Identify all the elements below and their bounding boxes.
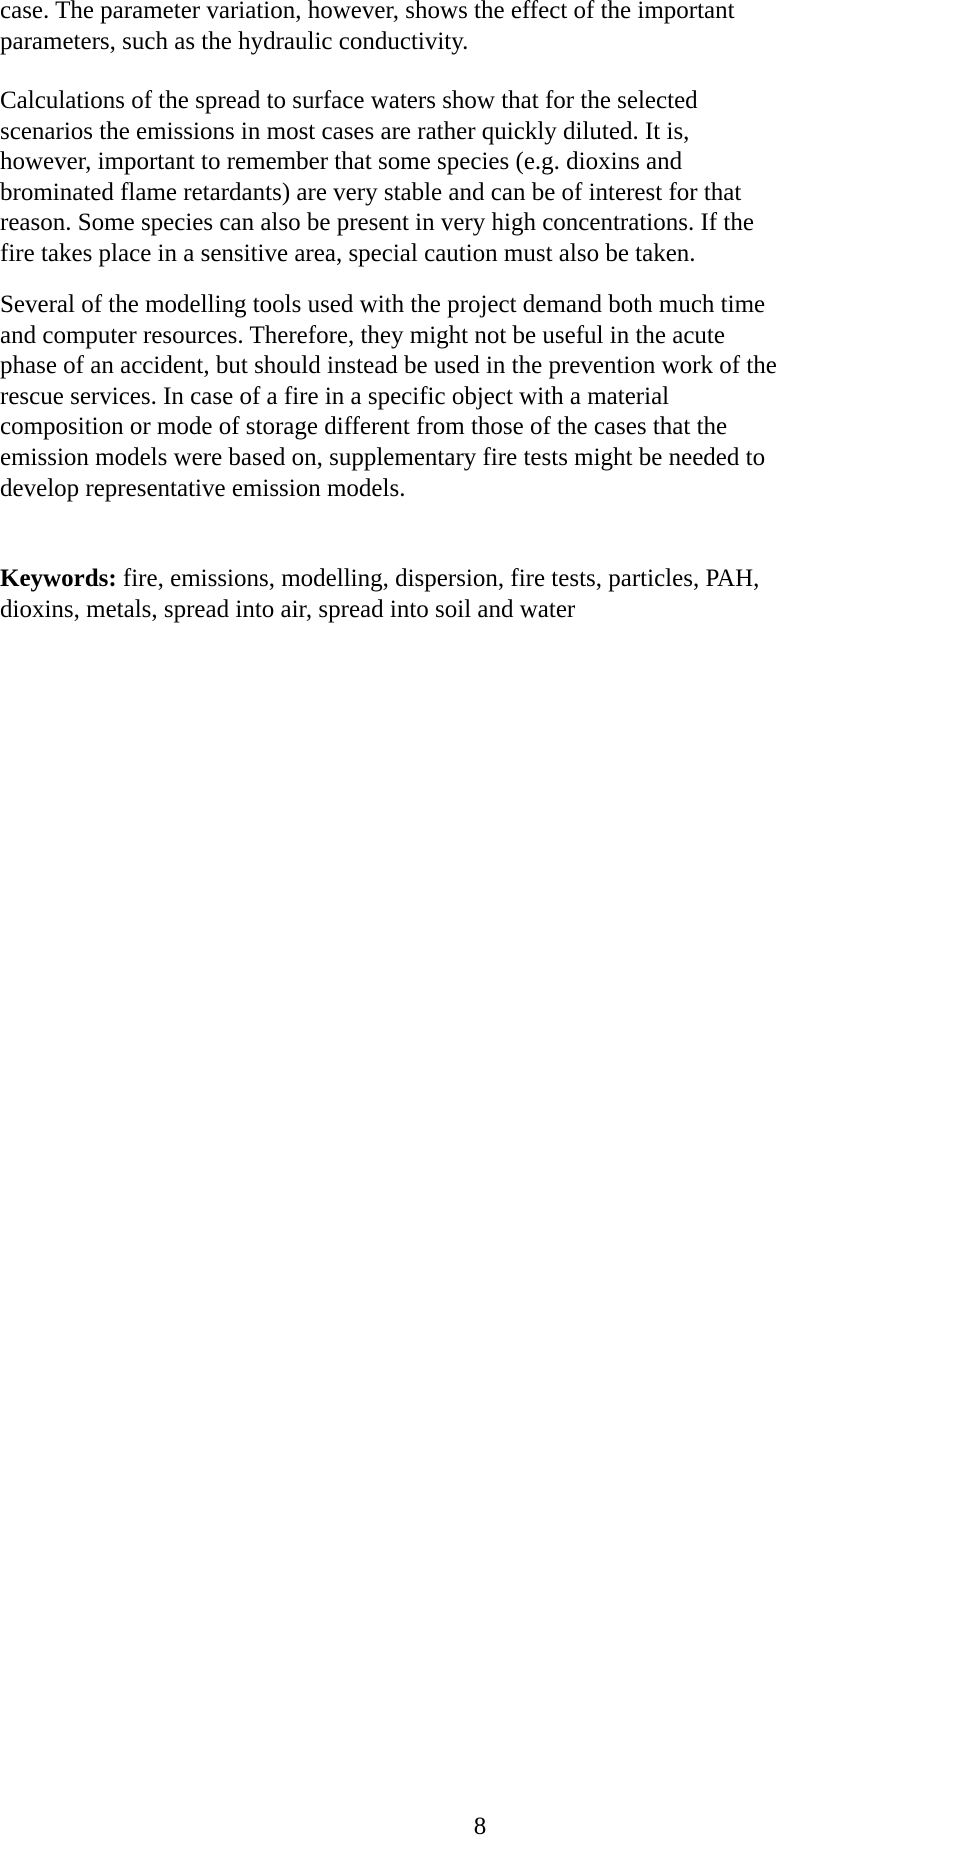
text-line: parameters, such as the hydraulic conductivity.: [0, 27, 469, 55]
text-line: reason. Some species can also be present in very high concentrations. If the: [0, 209, 754, 237]
keywords-list-part-2: dioxins, metals, spread into air, spread into soil and water: [0, 595, 576, 623]
text-line: however, important to remember that some species (e.g. dioxins and: [0, 148, 683, 176]
text-line: case. The parameter variation, however, shows the effect of the important: [0, 0, 735, 24]
keywords-list-part-1: fire, emissions, modelling, dispersion, fire tests, particles, PAH,: [116, 565, 760, 592]
paragraph-modelling-tools: [0, 290, 955, 504]
text-line: brominated flame retardants) are very stable and can be of interest for that: [0, 178, 742, 206]
paragraph-surface-waters: [0, 86, 955, 270]
paragraph-parameter-variation: [0, 0, 955, 57]
text-line: phase of an accident, but should instead be used in the prevention work of the: [0, 352, 777, 380]
text-line: and computer resources. Therefore, they might not be useful in the acute: [0, 321, 725, 349]
text-line: Calculations of the spread to surface waters show that for the selected: [0, 87, 698, 114]
keywords-paragraph: [0, 564, 955, 625]
keywords-line: [0, 564, 955, 595]
text-line: Several of the modelling tools used with the project demand both much time: [0, 291, 766, 318]
page-number: 8: [473, 1813, 487, 1840]
text-line: emission models were based on, supplementary fire tests might be needed to: [0, 443, 766, 471]
text-line: fire takes place in a sensitive area, special caution must also be taken.: [0, 239, 696, 267]
text-line: composition or mode of storage different from those of the cases that the: [0, 413, 728, 441]
text-line: develop representative emission models.: [0, 474, 406, 502]
text-line: rescue services. In case of a fire in a specific object with a material: [0, 382, 670, 410]
text-line: scenarios the emissions in most cases are rather quickly diluted. It is,: [0, 117, 690, 145]
keywords-label: Keywords:: [0, 565, 117, 592]
